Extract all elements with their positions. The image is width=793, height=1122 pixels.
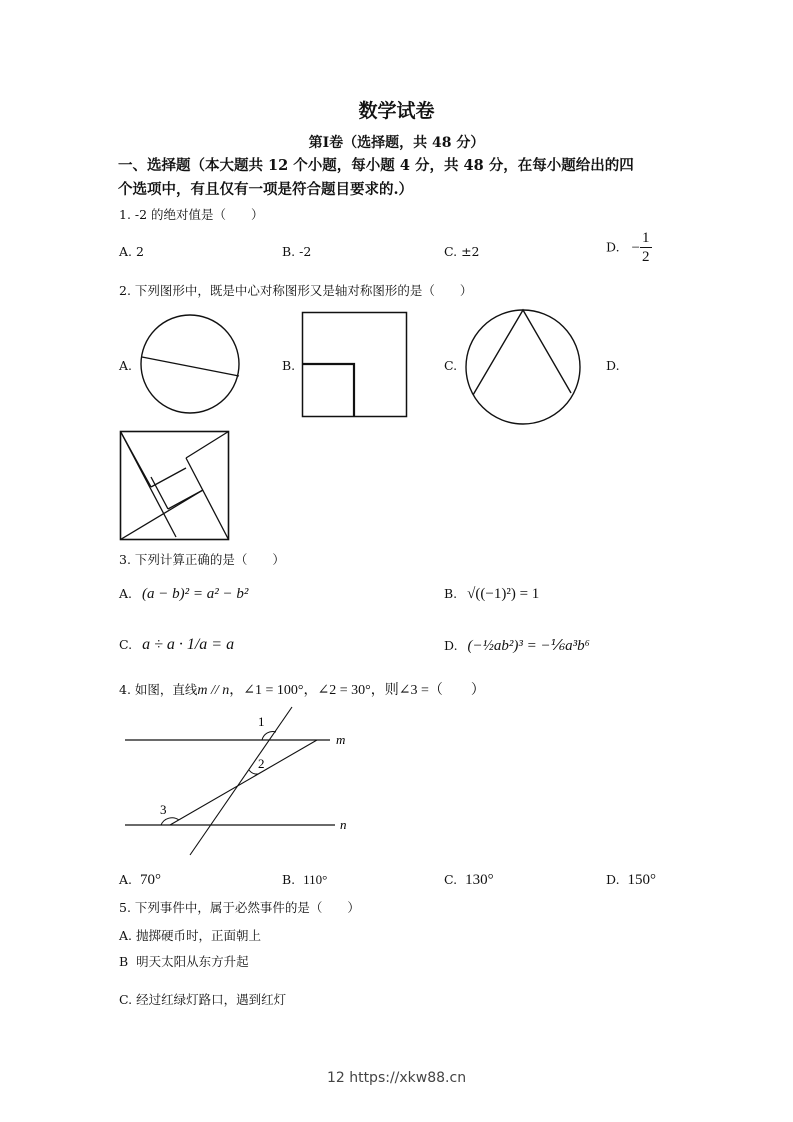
question-3-stem: 3. 下列计算正确的是（ ） [119,552,285,567]
q3-option-b: B. √((−1)²) = 1 [444,586,540,602]
formula: √((−1)²) = 1 [467,586,540,602]
circle-with-inscribed-angle-figure [463,305,583,425]
question-4-stem: 4. 如图，直线m // n，∠1 = 100°，∠2 = 30°，则∠3 =（ ） [119,682,485,698]
q4-option-b: B. 110° [282,872,328,887]
q5-option-b: B 明天太阳从东方升起 [119,954,249,969]
circle-with-chord-figure [138,312,244,416]
q3-option-c: C. a ÷ a · 1/a = a [119,636,235,653]
q2-option-a-label: A. [119,358,133,373]
parallel-lines-figure [110,700,370,865]
page-title: 数学试卷 [358,100,435,122]
q4-option-a: A. 70° [119,872,161,888]
fraction: $\frac{1}{2}$ [642,230,650,265]
q2-option-c-label: C. [444,358,458,373]
q3-option-a: A. (a − b)² = a² − b² [119,586,249,602]
question-2-stem: 2. 下列图形中，既是中心对称图形又是轴对称图形的是（ ） [119,283,473,298]
question-1-stem: 1. -2 的绝对值是（ ） [119,207,264,222]
q1-option-c: C. ±2 [444,244,480,259]
section-heading-line2: 个选项中，有且仅有一项是符合题目要求的.） [118,181,414,198]
line-m-label: m [336,732,346,747]
angle-2-label: 2 [258,756,265,771]
formula: a ÷ a · 1/a = a [142,636,235,653]
q2-option-b-label: B. [282,358,296,373]
square-with-inner-square-figure [301,311,409,419]
page-subtitle: 第Ⅰ卷（选择题，共 48 分） [308,135,485,151]
q5-option-c: C. 经过红绿灯路口，遇到红灯 [119,992,287,1007]
q2-option-d-label: D. [606,358,620,373]
angle-3-label: 3 [160,802,167,817]
q4-option-c: C. 130° [444,872,494,888]
q1-option-d: D. − $\frac{1}{2}$ [606,230,650,265]
page-footer-watermark: 12 https://xkw88.cn [326,1070,467,1086]
q1-option-b: B. -2 [282,244,312,259]
formula: (−½ab²)³ = −⅙a³b⁶ [467,638,590,654]
line-n-label: n [340,817,347,832]
q4-option-d: D. 150° [606,872,657,888]
q1-option-a: A. 2 [119,244,144,259]
q3-option-d: D. (−½ab²)³ = −⅙a³b⁶ [444,638,590,654]
angle-1-label: 1 [258,714,265,729]
pinwheel-square-figure [119,430,231,542]
question-5-stem: 5. 下列事件中，属于必然事件的是（ ） [119,900,360,915]
section-heading-line1: 一、选择题（本大题共 12 个小题，每小题 4 分，共 48 分，在每小题给出的四 [118,157,634,174]
formula: (a − b)² = a² − b² [142,586,249,602]
q5-option-a: A. 抛掷硬币时，正面朝上 [119,928,262,943]
